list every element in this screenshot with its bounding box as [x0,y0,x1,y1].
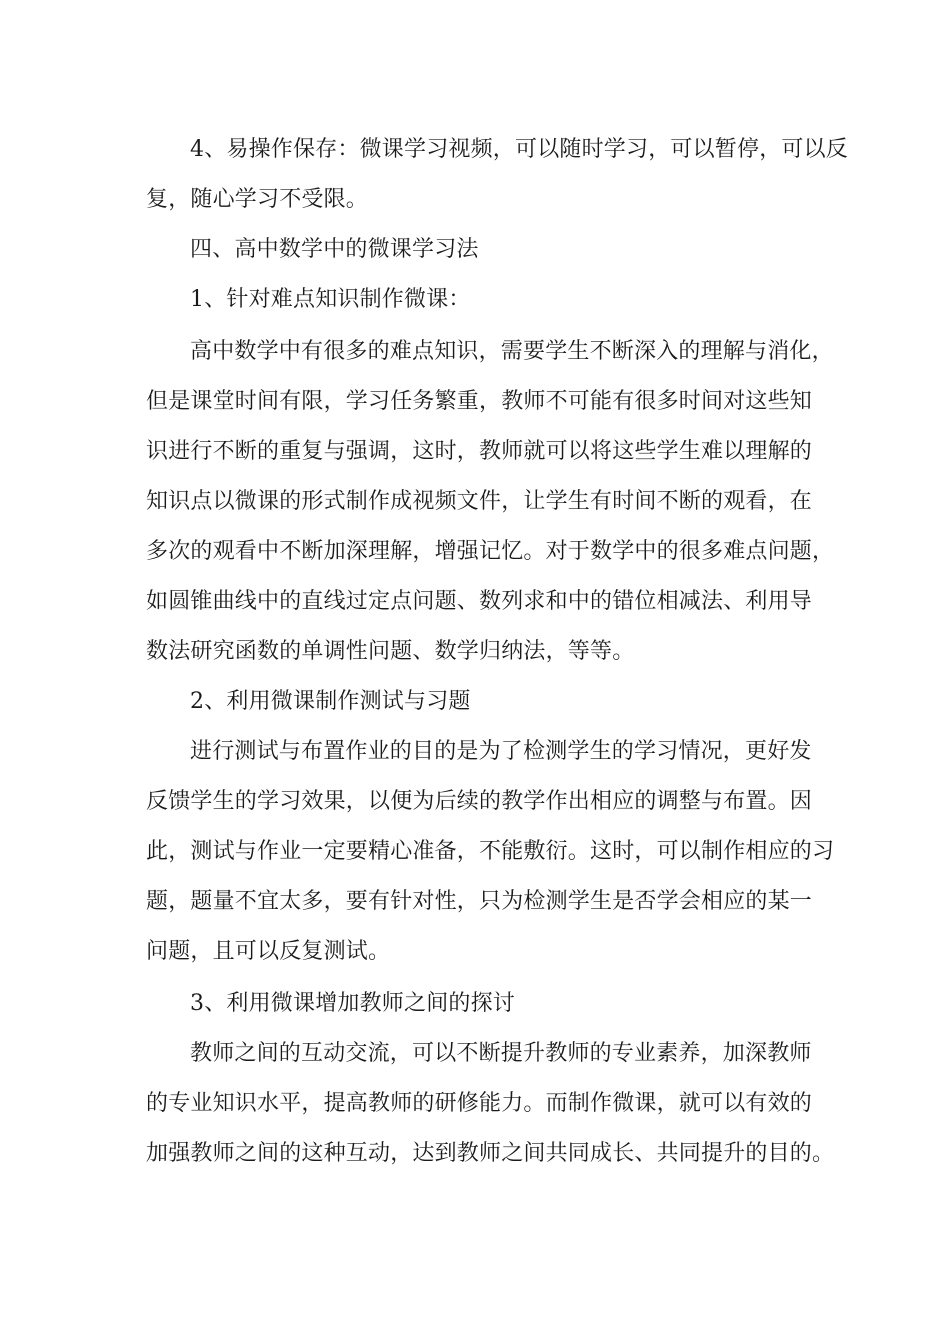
paragraph-line [0,130,950,170]
paragraph-line [0,432,950,472]
line-text: 问题，且可以反复测试。 [146,939,391,964]
paragraph-line [0,882,950,922]
line-text: 数法研究函数的单调性问题、数学归纳法，等等。 [146,639,635,664]
section-heading [0,230,950,270]
line-text: 如圆锥曲线中的直线过定点问题、数列求和中的错位相减法、利用导 [146,589,813,614]
heading-text: 2、利用微课制作测试与习题 [190,689,471,714]
line-text: 此，测试与作业一定要精心准备，不能敷衍。这时，可以制作相应的习 [146,839,835,864]
paragraph-line [0,632,950,672]
paragraph-line [0,180,950,220]
heading-text: 3、利用微课增加教师之间的探讨 [190,991,515,1016]
paragraph-line [0,582,950,622]
line-text: 题，题量不宜太多，要有针对性，只为检测学生是否学会相应的某一 [146,889,813,914]
paragraph-line [0,382,950,422]
line-text: 高中数学中有很多的难点知识，需要学生不断深入的理解与消化， [190,339,834,364]
line-text: 反馈学生的学习效果，以便为后续的教学作出相应的调整与布置。因 [146,789,813,814]
paragraph-line [0,832,950,872]
paragraph-line [0,782,950,822]
line-text: 加强教师之间的这种互动，达到教师之间共同成长、共同提升的目的。 [146,1141,835,1166]
paragraph-line [0,1034,950,1074]
line-text: 教师之间的互动交流，可以不断提升教师的专业素养，加深教师 [190,1041,812,1066]
line-text: 识进行不断的重复与强调，这时，教师就可以将这些学生难以理解的 [146,439,813,464]
paragraph-line [0,1134,950,1174]
line-text: 多次的观看中不断加深理解，增强记忆。对于数学中的很多难点问题， [146,539,835,564]
subsection-heading [0,984,950,1024]
paragraph-line [0,332,950,372]
line-text: 进行测试与布置作业的目的是为了检测学生的学习情况，更好发 [190,739,812,764]
paragraph-line [0,532,950,572]
heading-text: 1、针对难点知识制作微课： [190,287,471,312]
paragraph-line [0,1084,950,1124]
paragraph-line [0,482,950,522]
heading-text: 四、高中数学中的微课学习法 [190,237,479,262]
line-text: 的专业知识水平，提高教师的研修能力。而制作微课，就可以有效的 [146,1091,813,1116]
line-text: 但是课堂时间有限，学习任务繁重，教师不可能有很多时间对这些知 [146,389,813,414]
line-text: 4、易操作保存：微课学习视频，可以随时学习，可以暂停，可以反 [190,137,848,162]
paragraph-line [0,932,950,972]
subsection-heading [0,280,950,320]
paragraph-line [0,732,950,772]
line-text: 复，随心学习不受限。 [146,187,369,212]
subsection-heading [0,682,950,722]
line-text: 知识点以微课的形式制作成视频文件，让学生有时间不断的观看，在 [146,489,813,514]
